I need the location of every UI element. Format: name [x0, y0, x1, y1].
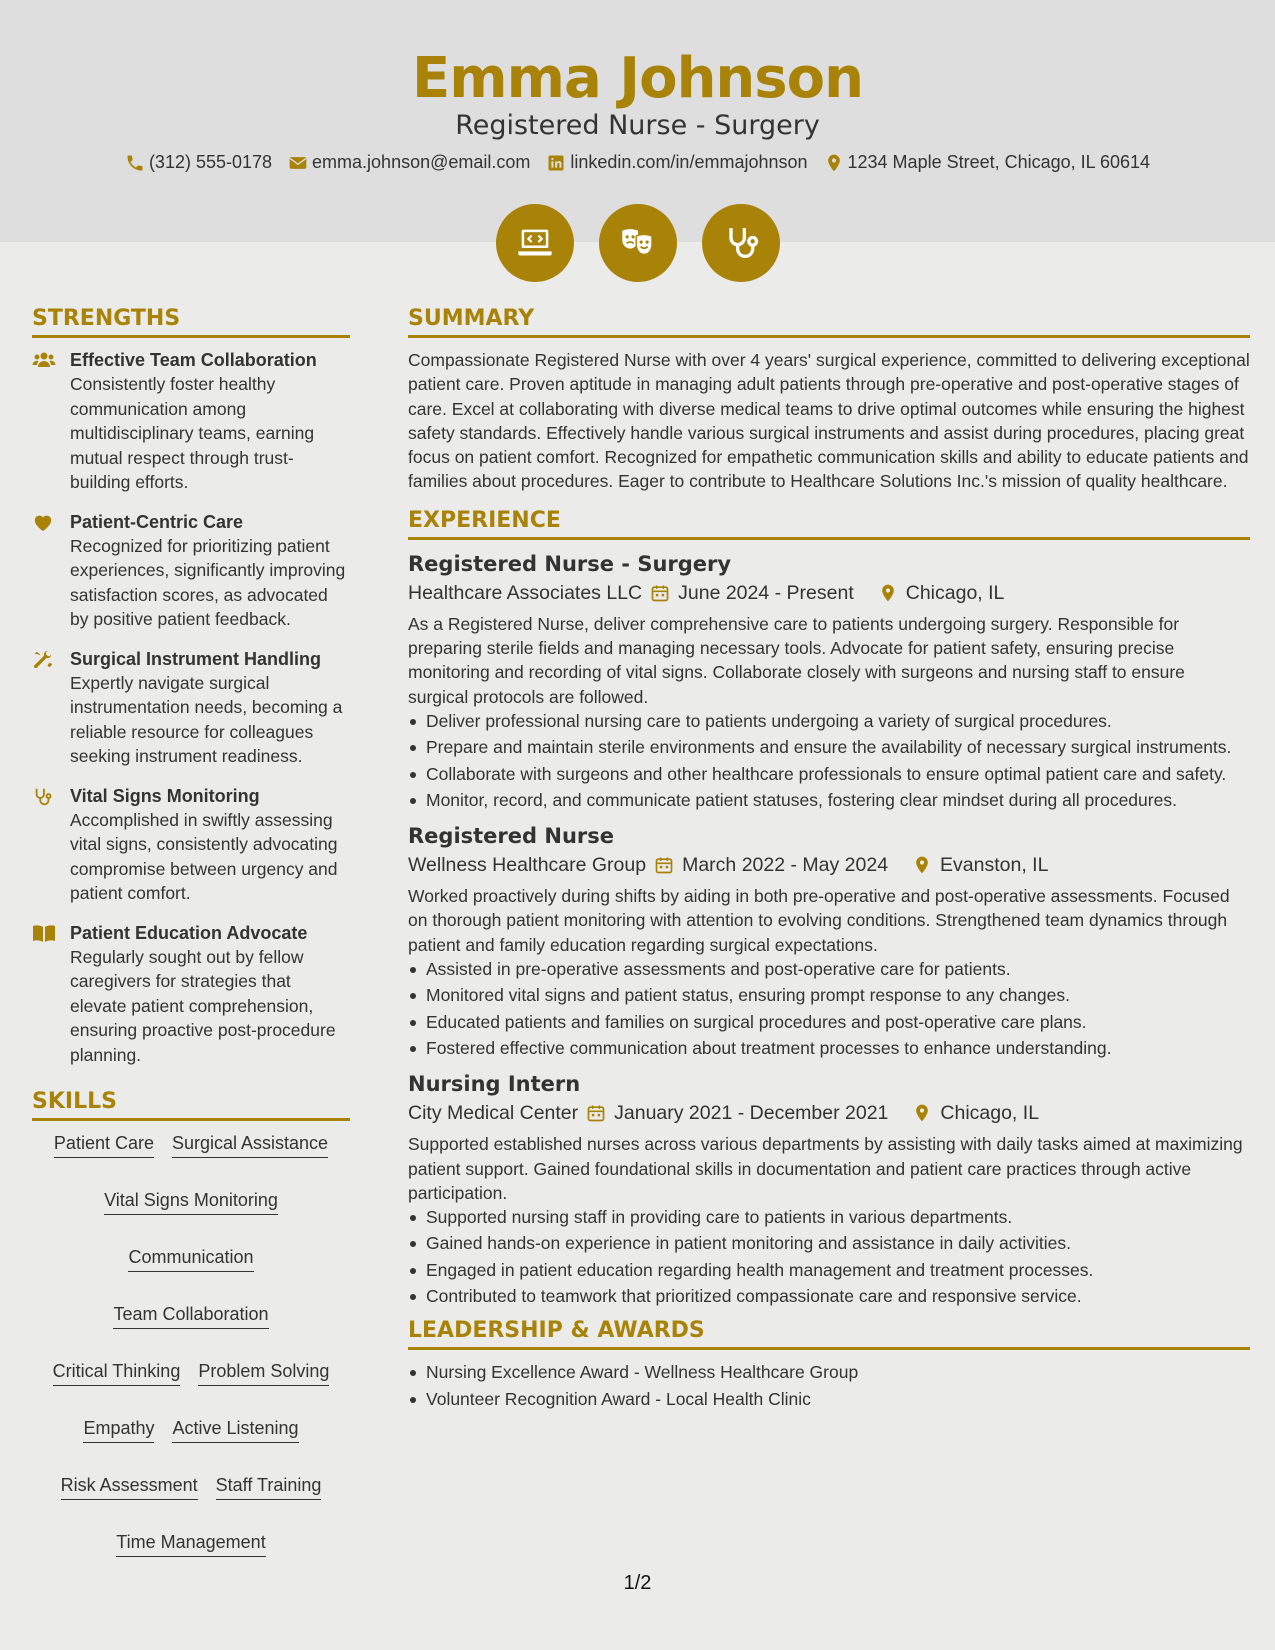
- skill-tag: Empathy: [83, 1416, 154, 1443]
- awards-heading: LEADERSHIP & AWARDS: [408, 1318, 1250, 1350]
- list-item: Prepare and maintain sterile environments and ensure the availability of necessary surgical instruments.: [408, 735, 1250, 759]
- map-pin-icon: [912, 1103, 932, 1123]
- right-column: [408, 306, 1250, 1421]
- contact-email[interactable]: [288, 152, 530, 173]
- badge-row: [0, 204, 1275, 282]
- summary-heading: SUMMARY: [408, 306, 1250, 338]
- strength-item: [32, 348, 350, 495]
- contact-phone-text: (312) 555-0178: [148, 152, 273, 172]
- list-item: Engaged in patient education regarding health management and treatment processes.: [408, 1258, 1250, 1282]
- job-dates: June 2024 - Present: [678, 581, 854, 604]
- skills-heading: SKILLS: [32, 1089, 350, 1121]
- job-company: City Medical Center: [408, 1102, 579, 1125]
- list-item: Deliver professional nursing care to patients undergoing a variety of surgical procedures.: [408, 709, 1250, 733]
- envelope-icon: [288, 153, 308, 173]
- job-meta: [408, 1098, 1250, 1128]
- users-icon: [32, 350, 56, 370]
- badge-laptop: [496, 204, 574, 282]
- candidate-name: Emma Johnson: [412, 46, 863, 111]
- list-item: Volunteer Recognition Award - Local Health Clinic: [408, 1387, 1250, 1411]
- list-item: Educated patients and families on surgical procedures and post-operative care plans.: [408, 1010, 1250, 1034]
- strength-item: [32, 784, 350, 906]
- linkedin-icon: [546, 153, 566, 173]
- strength-title: Surgical Instrument Handling: [70, 648, 322, 669]
- skill-tag: Patient Care: [54, 1131, 154, 1158]
- map-pin-icon: [912, 855, 932, 875]
- list-item: Monitor, record, and communicate patient statuses, fostering clear mindset during all procedures.: [408, 788, 1250, 812]
- job-description: Worked proactively during shifts by aiding in both pre-operative and post-operative assessments. Focused on thorough patient monitoring with attention to evolving conditions. Strengthened team dynamics through patient and family education regarding surgical expectations.: [408, 886, 1230, 955]
- job-entry: [408, 550, 1250, 812]
- list-item: Contributed to teamwork that prioritized compassionate care and responsive service.: [408, 1284, 1250, 1308]
- strength-desc: Accomplished in swiftly assessing vital signs, consistently advocating compromise between urgency and patient comfort.: [70, 809, 338, 903]
- calendar-icon: [586, 1103, 606, 1123]
- laptop-code-icon: [515, 223, 555, 263]
- job-company: Healthcare Associates LLC: [408, 581, 643, 604]
- job-location: Chicago, IL: [905, 581, 1005, 604]
- strength-desc: Expertly navigate surgical instrumentation needs, becoming a reliable resource for colleagues seeking instrument readiness.: [70, 672, 343, 766]
- skill-tag: Risk Assessment: [61, 1473, 198, 1500]
- contact-address: [824, 152, 1151, 173]
- list-item: Gained hands-on experience in patient monitoring and assistance in daily activities.: [408, 1231, 1250, 1255]
- job-title: Nursing Intern: [408, 1072, 581, 1097]
- job-title: Registered Nurse: [408, 824, 614, 849]
- strength-title: Effective Team Collaboration: [70, 350, 317, 370]
- calendar-icon: [650, 583, 670, 603]
- skill-tag: Vital Signs Monitoring: [104, 1188, 278, 1215]
- stethoscope-icon: [32, 786, 54, 808]
- strength-desc: Regularly sought out by fellow caregivers for strategies that elevate patient comprehension, ensuring proactive post-procedure planning.: [70, 946, 336, 1065]
- skill-tag: Surgical Assistance: [172, 1131, 328, 1158]
- list-item: Collaborate with surgeons and other healthcare professionals to ensure optimal patient care and safety.: [408, 762, 1250, 786]
- list-item: Supported nursing staff in providing care to patients in various departments.: [408, 1205, 1250, 1229]
- job-bullets: [408, 957, 1250, 1060]
- badge-masks: [599, 204, 677, 282]
- skill-tag: Communication: [128, 1245, 253, 1272]
- job-entry: [408, 1070, 1250, 1308]
- strength-desc: Consistently foster healthy communication among multidisciplinary teams, earning mutual respect through trust-building efforts.: [70, 374, 315, 492]
- page-number: 1/2: [623, 1572, 652, 1594]
- job-entry: [408, 822, 1250, 1060]
- strength-desc: Recognized for prioritizing patient experiences, significantly improving satisfaction scores, as advocated by positive patient feedback.: [70, 535, 346, 629]
- skill-tag: Team Collaboration: [113, 1302, 268, 1329]
- strength-item: [32, 510, 350, 632]
- job-meta: [408, 578, 1250, 608]
- theater-masks-icon: [617, 222, 659, 264]
- awards-list: [408, 1360, 1250, 1411]
- map-pin-icon: [878, 583, 898, 603]
- left-column: [32, 306, 350, 1557]
- list-item: Assisted in pre-operative assessments and post-operative care for patients.: [408, 957, 1250, 981]
- book-open-icon: [32, 923, 56, 943]
- contact-bar: [0, 152, 1275, 173]
- strength-item: [32, 921, 350, 1068]
- job-location: Chicago, IL: [940, 1102, 1040, 1125]
- job-description: Supported established nurses across various departments by assisting with daily tasks aimed at maximizing patient support. Gained foundational skills in documentation and patient care practices through active participation.: [408, 1134, 1243, 1203]
- list-item: Fostered effective communication about treatment processes to enhance understanding.: [408, 1036, 1250, 1060]
- job-dates: January 2021 - December 2021: [614, 1102, 889, 1125]
- contact-email-text: emma.johnson@email.com: [312, 152, 531, 172]
- job-company: Wellness Healthcare Group: [408, 854, 647, 877]
- strength-title: Vital Signs Monitoring: [70, 785, 260, 806]
- heart-icon: [32, 512, 54, 532]
- contact-phone[interactable]: [125, 152, 272, 173]
- strengths-heading: STRENGTHS: [32, 306, 350, 338]
- map-pin-icon: [824, 153, 844, 173]
- summary-text: Compassionate Registered Nurse with over 4 years' surgical experience, committed to delivering exceptional patient care. Proven aptitude in managing adult patients through pre-operative and post-operative stages of care. Excel at collaborating with diverse medical teams to drive optimal outcomes while ensuring the highest safety standards. Effectively handle various surgical instruments and assist during procedures, placing great focus on patient comfort. Recognized for empathetic communication skills and ability to educate patients and families about procedures. Eager to contribute to Healthcare Solutions Inc.'s mission of quality healthcare.: [408, 350, 1250, 492]
- skill-tag: Time Management: [116, 1530, 265, 1557]
- skill-tag: Active Listening: [172, 1416, 298, 1443]
- tools-icon: [32, 649, 54, 671]
- job-description: As a Registered Nurse, deliver comprehensive care to patients undergoing surgery. Responsible for preparing sterile fields and managing necessary tools. Advocate for patient safety, ensuring precise monitoring and recording of vital signs. Collaborate closely with surgeons and nursing staff to ensure surgical protocols are followed.: [408, 613, 1185, 707]
- skill-tag: Problem Solving: [198, 1359, 329, 1386]
- job-bullets: [408, 1205, 1250, 1308]
- phone-icon: [125, 153, 145, 173]
- experience-heading: EXPERIENCE: [408, 508, 1250, 540]
- job-bullets: [408, 709, 1250, 812]
- list-item: Nursing Excellence Award - Wellness Healthcare Group: [408, 1360, 1250, 1384]
- strength-title: Patient-Centric Care: [70, 511, 244, 532]
- contact-linkedin-text: linkedin.com/in/emmajohnson: [570, 152, 808, 172]
- job-title: Registered Nurse - Surgery: [408, 551, 732, 576]
- skill-tag: Staff Training: [216, 1473, 322, 1500]
- candidate-role: Registered Nurse - Surgery: [455, 110, 820, 141]
- skills-list: [32, 1131, 350, 1557]
- badge-stethoscope: [702, 204, 780, 282]
- job-dates: March 2022 - May 2024: [682, 854, 889, 877]
- calendar-icon: [654, 855, 674, 875]
- contact-address-text: 1234 Maple Street, Chicago, IL 60614: [847, 152, 1151, 172]
- strength-item: [32, 647, 350, 769]
- job-meta: [408, 850, 1250, 880]
- strength-title: Patient Education Advocate: [70, 922, 308, 943]
- contact-linkedin[interactable]: [546, 152, 807, 173]
- list-item: Monitored vital signs and patient status, ensuring prompt response to any changes.: [408, 983, 1250, 1007]
- skill-tag: Critical Thinking: [53, 1359, 181, 1386]
- job-location: Evanston, IL: [940, 854, 1049, 877]
- stethoscope-icon: [721, 223, 761, 263]
